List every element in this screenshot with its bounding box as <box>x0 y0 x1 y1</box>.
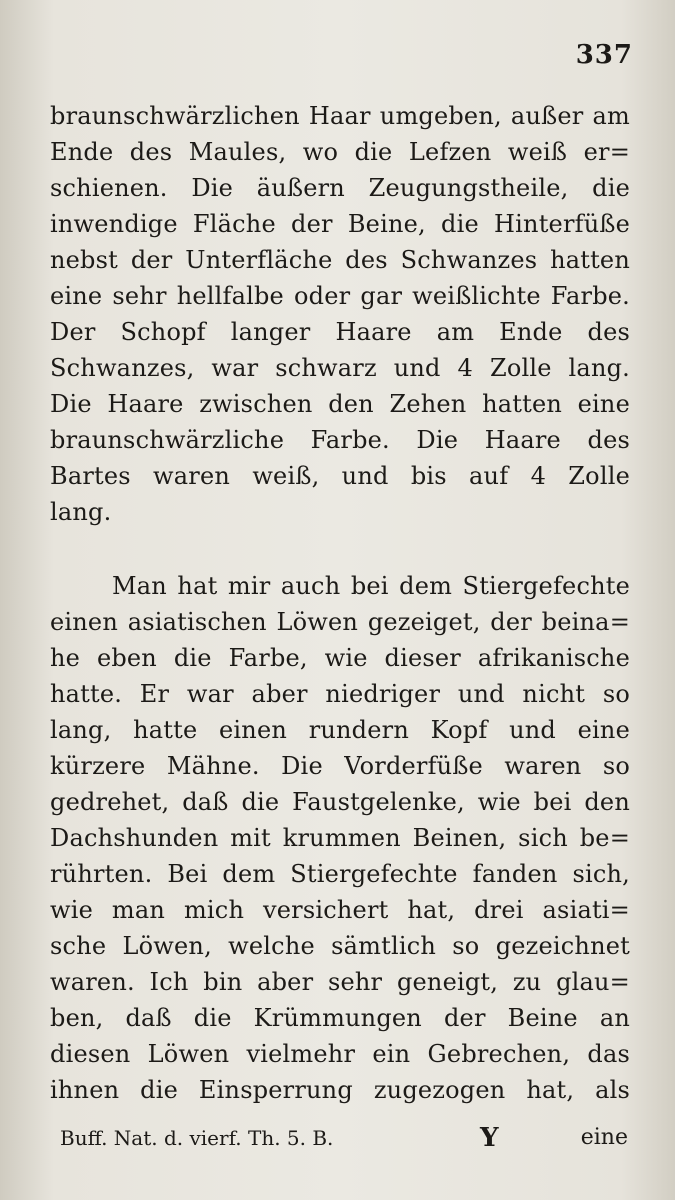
text-line: ben, daß die Krümmungen der Beine an <box>50 1004 630 1032</box>
text-line: Man hat mir auch bei dem Stiergefechte <box>112 572 630 600</box>
text-line: sche Löwen, welche sämtlich so gezeichnet <box>50 932 630 960</box>
text-line: schienen. Die äußern Zeugungstheile, die <box>50 174 630 202</box>
text-line: ihnen die Einsperrung zugezogen hat, als <box>50 1076 630 1104</box>
text-line: Ende des Maules, wo die Lefzen weiß er= <box>50 138 630 166</box>
text-line: eine sehr hellfalbe oder gar weißlichte Farbe. <box>50 282 630 310</box>
text-line: braunschwärzliche Farbe. Die Haare des <box>50 426 630 454</box>
text-line: Bartes waren weiß, und bis auf 4 Zolle <box>50 462 630 490</box>
text-line: braunschwärzlichen Haar umgeben, außer am <box>50 102 630 130</box>
text-line: inwendige Fläche der Beine, die Hinterfüße <box>50 210 630 238</box>
printer-signature-line: Buff. Nat. d. vierf. Th. 5. B. <box>60 1126 334 1150</box>
text-line: diesen Löwen vielmehr ein Gebrechen, das <box>50 1040 630 1068</box>
page-footer <box>60 1120 628 1156</box>
text-line: rührten. Bei dem Stiergefechte fanden sich, <box>50 860 630 888</box>
text-line: he eben die Farbe, wie dieser afrikanische <box>50 644 630 672</box>
signature-mark: Y <box>480 1123 499 1153</box>
text-line: Die Haare zwischen den Zehen hatten eine <box>50 390 630 418</box>
text-line: lang. <box>50 498 112 526</box>
page-number: 337 <box>575 40 633 70</box>
text-line: nebst der Unterfläche des Schwanzes hatten <box>50 246 630 274</box>
text-line: kürzere Mähne. Die Vorderfüße waren so <box>50 752 630 780</box>
catchword: eine <box>580 1125 628 1150</box>
text-line: gedrehet, daß die Faustgelenke, wie bei den <box>50 788 630 816</box>
paragraph-2 <box>50 568 630 1108</box>
text-line: Schwanzes, war schwarz und 4 Zolle lang. <box>50 354 630 382</box>
text-line: hatte. Er war aber niedriger und nicht so <box>50 680 630 708</box>
text-line: Der Schopf langer Haare am Ende des <box>50 318 630 346</box>
text-line: wie man mich versichert hat, drei asiati= <box>50 896 630 924</box>
text-line: waren. Ich bin aber sehr geneigt, zu glau= <box>50 968 630 996</box>
text-line: Dachshunden mit krummen Beinen, sich be= <box>50 824 630 852</box>
text-line: einen asiatischen Löwen gezeiget, der beina= <box>50 608 630 636</box>
paragraph-1 <box>50 98 630 530</box>
text-line: lang, hatte einen rundern Kopf und eine <box>50 716 630 744</box>
